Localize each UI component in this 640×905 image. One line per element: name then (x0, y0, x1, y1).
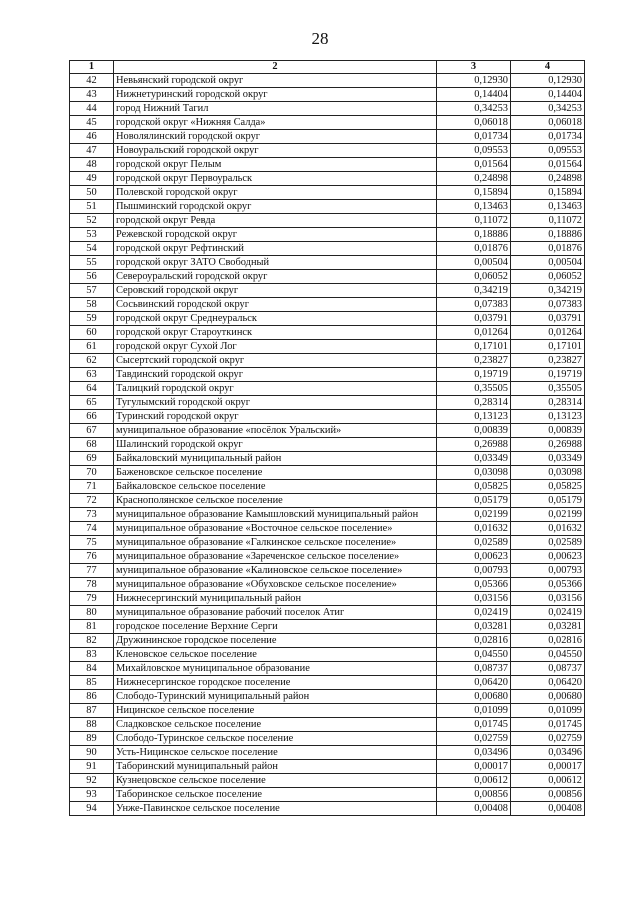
value-col-3: 0,02759 (437, 732, 511, 746)
row-number: 89 (70, 732, 114, 746)
municipality-name: Сладковское сельское поселение (114, 718, 437, 732)
municipality-name: городской округ «Нижняя Салда» (114, 116, 437, 130)
table-row (70, 774, 585, 788)
value-col-3: 0,00856 (437, 788, 511, 802)
table-row (70, 200, 585, 214)
value-col-3: 0,07383 (437, 298, 511, 312)
table-row (70, 760, 585, 774)
value-col-3: 0,01745 (437, 718, 511, 732)
value-col-3: 0,00612 (437, 774, 511, 788)
table-row (70, 466, 585, 480)
value-col-3: 0,28314 (437, 396, 511, 410)
municipality-name: Шалинский городской округ (114, 438, 437, 452)
value-col-3: 0,00680 (437, 690, 511, 704)
row-number: 57 (70, 284, 114, 298)
value-col-4: 0,05825 (511, 480, 585, 494)
table-row (70, 662, 585, 676)
row-number: 84 (70, 662, 114, 676)
municipality-name: Байкаловский муниципальный район (114, 452, 437, 466)
value-col-3: 0,06052 (437, 270, 511, 284)
table-row (70, 312, 585, 326)
value-col-4: 0,03496 (511, 746, 585, 760)
value-col-4: 0,02199 (511, 508, 585, 522)
value-col-3: 0,34253 (437, 102, 511, 116)
municipality-name: Североуральский городской округ (114, 270, 437, 284)
table-row (70, 270, 585, 284)
header-col-1: 1 (70, 61, 114, 74)
header-row (70, 61, 585, 74)
table-row (70, 410, 585, 424)
row-number: 79 (70, 592, 114, 606)
row-number: 69 (70, 452, 114, 466)
table-row (70, 298, 585, 312)
value-col-3: 0,06420 (437, 676, 511, 690)
value-col-4: 0,05366 (511, 578, 585, 592)
row-number: 65 (70, 396, 114, 410)
municipality-name: Усть-Ницинское сельское поселение (114, 746, 437, 760)
value-col-4: 0,01099 (511, 704, 585, 718)
municipality-name: Новолялинский городской округ (114, 130, 437, 144)
value-col-4: 0,35505 (511, 382, 585, 396)
municipality-name: Дружининское городское поселение (114, 634, 437, 648)
table-row (70, 256, 585, 270)
row-number: 75 (70, 536, 114, 550)
row-number: 64 (70, 382, 114, 396)
value-col-3: 0,24898 (437, 172, 511, 186)
table-row (70, 606, 585, 620)
row-number: 91 (70, 760, 114, 774)
value-col-4: 0,07383 (511, 298, 585, 312)
table-row (70, 326, 585, 340)
value-col-4: 0,00856 (511, 788, 585, 802)
value-col-4: 0,01632 (511, 522, 585, 536)
municipality-name: Ницинское сельское поселение (114, 704, 437, 718)
value-col-4: 0,08737 (511, 662, 585, 676)
table-row (70, 536, 585, 550)
municipality-name: городской округ Ревда (114, 214, 437, 228)
municipality-name: муниципальное образование «Калиновское сельское поселение» (114, 564, 437, 578)
table-row (70, 592, 585, 606)
header-col-4: 4 (511, 61, 585, 74)
municipality-name: Пышминский городской округ (114, 200, 437, 214)
row-number: 60 (70, 326, 114, 340)
value-col-4: 0,00504 (511, 256, 585, 270)
value-col-4: 0,00839 (511, 424, 585, 438)
value-col-3: 0,00408 (437, 802, 511, 816)
table-row (70, 690, 585, 704)
row-number: 78 (70, 578, 114, 592)
value-col-4: 0,01564 (511, 158, 585, 172)
row-number: 42 (70, 74, 114, 88)
table-row (70, 550, 585, 564)
value-col-3: 0,11072 (437, 214, 511, 228)
municipality-name: городской округ ЗАТО Свободный (114, 256, 437, 270)
table-row (70, 242, 585, 256)
value-col-3: 0,02199 (437, 508, 511, 522)
row-number: 70 (70, 466, 114, 480)
table-row (70, 186, 585, 200)
table-row (70, 130, 585, 144)
value-col-3: 0,03496 (437, 746, 511, 760)
table-row (70, 704, 585, 718)
row-number: 80 (70, 606, 114, 620)
municipality-name: городской округ Староуткинск (114, 326, 437, 340)
value-col-4: 0,00680 (511, 690, 585, 704)
row-number: 72 (70, 494, 114, 508)
municipality-name: Байкаловское сельское поселение (114, 480, 437, 494)
municipality-name: Талицкий городской округ (114, 382, 437, 396)
row-number: 61 (70, 340, 114, 354)
value-col-3: 0,01734 (437, 130, 511, 144)
value-col-4: 0,03791 (511, 312, 585, 326)
value-col-4: 0,23827 (511, 354, 585, 368)
value-col-4: 0,13463 (511, 200, 585, 214)
value-col-4: 0,24898 (511, 172, 585, 186)
municipality-name: Слободо-Туринское сельское поселение (114, 732, 437, 746)
municipality-name: Невьянский городской округ (114, 74, 437, 88)
value-col-4: 0,03156 (511, 592, 585, 606)
row-number: 62 (70, 354, 114, 368)
value-col-4: 0,02816 (511, 634, 585, 648)
value-col-3: 0,03156 (437, 592, 511, 606)
municipality-name: муниципальное образование «Восточное сельское поселение» (114, 522, 437, 536)
value-col-4: 0,09553 (511, 144, 585, 158)
value-col-3: 0,08737 (437, 662, 511, 676)
table-row (70, 522, 585, 536)
value-col-4: 0,06018 (511, 116, 585, 130)
value-col-4: 0,26988 (511, 438, 585, 452)
table-row (70, 74, 585, 88)
row-number: 81 (70, 620, 114, 634)
table-row (70, 284, 585, 298)
value-col-4: 0,00623 (511, 550, 585, 564)
municipality-name: Полевской городской округ (114, 186, 437, 200)
table-row (70, 116, 585, 130)
row-number: 52 (70, 214, 114, 228)
row-number: 67 (70, 424, 114, 438)
municipality-name: Таборинский муниципальный район (114, 760, 437, 774)
municipality-name: Туринский городской округ (114, 410, 437, 424)
value-col-3: 0,15894 (437, 186, 511, 200)
table-row (70, 802, 585, 816)
value-col-4: 0,13123 (511, 410, 585, 424)
table-row (70, 480, 585, 494)
municipality-name: Баженовское сельское поселение (114, 466, 437, 480)
table-row (70, 620, 585, 634)
value-col-4: 0,00017 (511, 760, 585, 774)
municipality-name: Унже-Павинское сельское поселение (114, 802, 437, 816)
value-col-3: 0,05366 (437, 578, 511, 592)
row-number: 86 (70, 690, 114, 704)
row-number: 71 (70, 480, 114, 494)
value-col-3: 0,02589 (437, 536, 511, 550)
value-col-3: 0,13463 (437, 200, 511, 214)
municipality-name: городской округ Пелым (114, 158, 437, 172)
row-number: 44 (70, 102, 114, 116)
value-col-4: 0,34253 (511, 102, 585, 116)
municipality-name: Нижнесергинское городское поселение (114, 676, 437, 690)
row-number: 54 (70, 242, 114, 256)
value-col-4: 0,00612 (511, 774, 585, 788)
municipality-name: Режевской городской округ (114, 228, 437, 242)
table-row (70, 382, 585, 396)
value-col-3: 0,01876 (437, 242, 511, 256)
row-number: 93 (70, 788, 114, 802)
row-number: 63 (70, 368, 114, 382)
table-row (70, 732, 585, 746)
row-number: 92 (70, 774, 114, 788)
table-row (70, 214, 585, 228)
table-row (70, 424, 585, 438)
value-col-4: 0,00793 (511, 564, 585, 578)
value-col-3: 0,05179 (437, 494, 511, 508)
municipality-name: Михайловское муниципальное образование (114, 662, 437, 676)
table-row (70, 746, 585, 760)
municipality-name: муниципальное образование Камышловский муниципальный район (114, 508, 437, 522)
value-col-4: 0,14404 (511, 88, 585, 102)
value-col-3: 0,00504 (437, 256, 511, 270)
value-col-4: 0,01745 (511, 718, 585, 732)
value-col-3: 0,14404 (437, 88, 511, 102)
table-row (70, 354, 585, 368)
row-number: 53 (70, 228, 114, 242)
row-number: 56 (70, 270, 114, 284)
municipality-name: муниципальное образование «Галкинское сельское поселение» (114, 536, 437, 550)
row-number: 58 (70, 298, 114, 312)
value-col-3: 0,23827 (437, 354, 511, 368)
row-number: 46 (70, 130, 114, 144)
table-row (70, 368, 585, 382)
municipality-name: Нижнесергинский муниципальный район (114, 592, 437, 606)
row-number: 87 (70, 704, 114, 718)
value-col-4: 0,06052 (511, 270, 585, 284)
value-col-3: 0,00839 (437, 424, 511, 438)
value-col-3: 0,03281 (437, 620, 511, 634)
table-row (70, 494, 585, 508)
value-col-4: 0,18886 (511, 228, 585, 242)
value-col-4: 0,03098 (511, 466, 585, 480)
row-number: 74 (70, 522, 114, 536)
header-col-3: 3 (437, 61, 511, 74)
value-col-3: 0,03098 (437, 466, 511, 480)
value-col-4: 0,06420 (511, 676, 585, 690)
municipality-name: городской округ Первоуральск (114, 172, 437, 186)
value-col-4: 0,00408 (511, 802, 585, 816)
value-col-3: 0,00017 (437, 760, 511, 774)
value-col-4: 0,19719 (511, 368, 585, 382)
value-col-4: 0,28314 (511, 396, 585, 410)
row-number: 66 (70, 410, 114, 424)
row-number: 82 (70, 634, 114, 648)
table-row (70, 578, 585, 592)
value-col-3: 0,01564 (437, 158, 511, 172)
table-row (70, 144, 585, 158)
municipality-name: Кленовское сельское поселение (114, 648, 437, 662)
value-col-4: 0,03281 (511, 620, 585, 634)
municipality-name: Новоуральский городской округ (114, 144, 437, 158)
municipality-name: городской округ Рефтинский (114, 242, 437, 256)
value-col-4: 0,02759 (511, 732, 585, 746)
row-number: 90 (70, 746, 114, 760)
municipality-name: Кузнецовское сельское поселение (114, 774, 437, 788)
table-row (70, 228, 585, 242)
municipality-name: Нижнетуринский городской округ (114, 88, 437, 102)
table-row (70, 564, 585, 578)
value-col-3: 0,04550 (437, 648, 511, 662)
municipality-name: Тавдинский городской округ (114, 368, 437, 382)
row-number: 68 (70, 438, 114, 452)
row-number: 55 (70, 256, 114, 270)
value-col-3: 0,13123 (437, 410, 511, 424)
row-number: 85 (70, 676, 114, 690)
value-col-4: 0,15894 (511, 186, 585, 200)
municipality-name: Серовский городской округ (114, 284, 437, 298)
value-col-3: 0,00793 (437, 564, 511, 578)
table-row (70, 88, 585, 102)
municipality-name: городской округ Сухой Лог (114, 340, 437, 354)
header-col-2: 2 (114, 61, 437, 74)
municipality-name: Краснополянское сельское поселение (114, 494, 437, 508)
value-col-3: 0,12930 (437, 74, 511, 88)
value-col-4: 0,34219 (511, 284, 585, 298)
row-number: 51 (70, 200, 114, 214)
value-col-3: 0,34219 (437, 284, 511, 298)
value-col-4: 0,12930 (511, 74, 585, 88)
value-col-3: 0,09553 (437, 144, 511, 158)
value-col-3: 0,35505 (437, 382, 511, 396)
value-col-4: 0,01264 (511, 326, 585, 340)
value-col-4: 0,17101 (511, 340, 585, 354)
row-number: 48 (70, 158, 114, 172)
municipality-name: городское поселение Верхние Серги (114, 620, 437, 634)
table-row (70, 158, 585, 172)
value-col-3: 0,02419 (437, 606, 511, 620)
table-row (70, 508, 585, 522)
value-col-4: 0,03349 (511, 452, 585, 466)
value-col-3: 0,01264 (437, 326, 511, 340)
value-col-3: 0,03349 (437, 452, 511, 466)
row-number: 45 (70, 116, 114, 130)
municipality-name: муниципальное образование рабочий поселок Атиг (114, 606, 437, 620)
value-col-3: 0,05825 (437, 480, 511, 494)
table-row (70, 172, 585, 186)
value-col-4: 0,04550 (511, 648, 585, 662)
value-col-4: 0,01734 (511, 130, 585, 144)
row-number: 49 (70, 172, 114, 186)
municipality-name: Слободо-Туринский муниципальный район (114, 690, 437, 704)
value-col-3: 0,18886 (437, 228, 511, 242)
row-number: 94 (70, 802, 114, 816)
municipality-name: Сосьвинский городской округ (114, 298, 437, 312)
value-col-4: 0,01876 (511, 242, 585, 256)
table-row (70, 634, 585, 648)
municipality-name: Сысертский городской округ (114, 354, 437, 368)
value-col-3: 0,03791 (437, 312, 511, 326)
value-col-3: 0,06018 (437, 116, 511, 130)
row-number: 47 (70, 144, 114, 158)
row-number: 77 (70, 564, 114, 578)
row-number: 59 (70, 312, 114, 326)
value-col-3: 0,17101 (437, 340, 511, 354)
municipality-name: муниципальное образование «посёлок Уральский» (114, 424, 437, 438)
value-col-3: 0,02816 (437, 634, 511, 648)
row-number: 50 (70, 186, 114, 200)
municipality-name: Таборинское сельское поселение (114, 788, 437, 802)
municipality-name: муниципальное образование «Обуховское сельское поселение» (114, 578, 437, 592)
row-number: 88 (70, 718, 114, 732)
value-col-3: 0,26988 (437, 438, 511, 452)
table-row (70, 452, 585, 466)
table-row (70, 102, 585, 116)
table-row (70, 648, 585, 662)
row-number: 73 (70, 508, 114, 522)
value-col-3: 0,00623 (437, 550, 511, 564)
value-col-3: 0,01632 (437, 522, 511, 536)
table-header (70, 61, 585, 74)
value-col-4: 0,02589 (511, 536, 585, 550)
table-body (70, 74, 585, 816)
row-number: 76 (70, 550, 114, 564)
municipality-name: город Нижний Тагил (114, 102, 437, 116)
table-row (70, 788, 585, 802)
municipality-name: Тугулымский городской округ (114, 396, 437, 410)
value-col-4: 0,02419 (511, 606, 585, 620)
value-col-4: 0,11072 (511, 214, 585, 228)
table-row (70, 396, 585, 410)
row-number: 83 (70, 648, 114, 662)
table-row (70, 718, 585, 732)
table-row (70, 676, 585, 690)
value-col-3: 0,01099 (437, 704, 511, 718)
municipality-name: городской округ Среднеуральск (114, 312, 437, 326)
value-col-4: 0,05179 (511, 494, 585, 508)
table-row (70, 438, 585, 452)
table-row (70, 340, 585, 354)
value-col-3: 0,19719 (437, 368, 511, 382)
row-number: 43 (70, 88, 114, 102)
distribution-table (69, 60, 585, 816)
municipality-name: муниципальное образование «Зареченское сельское поселение» (114, 550, 437, 564)
page-number: 28 (311, 29, 329, 48)
